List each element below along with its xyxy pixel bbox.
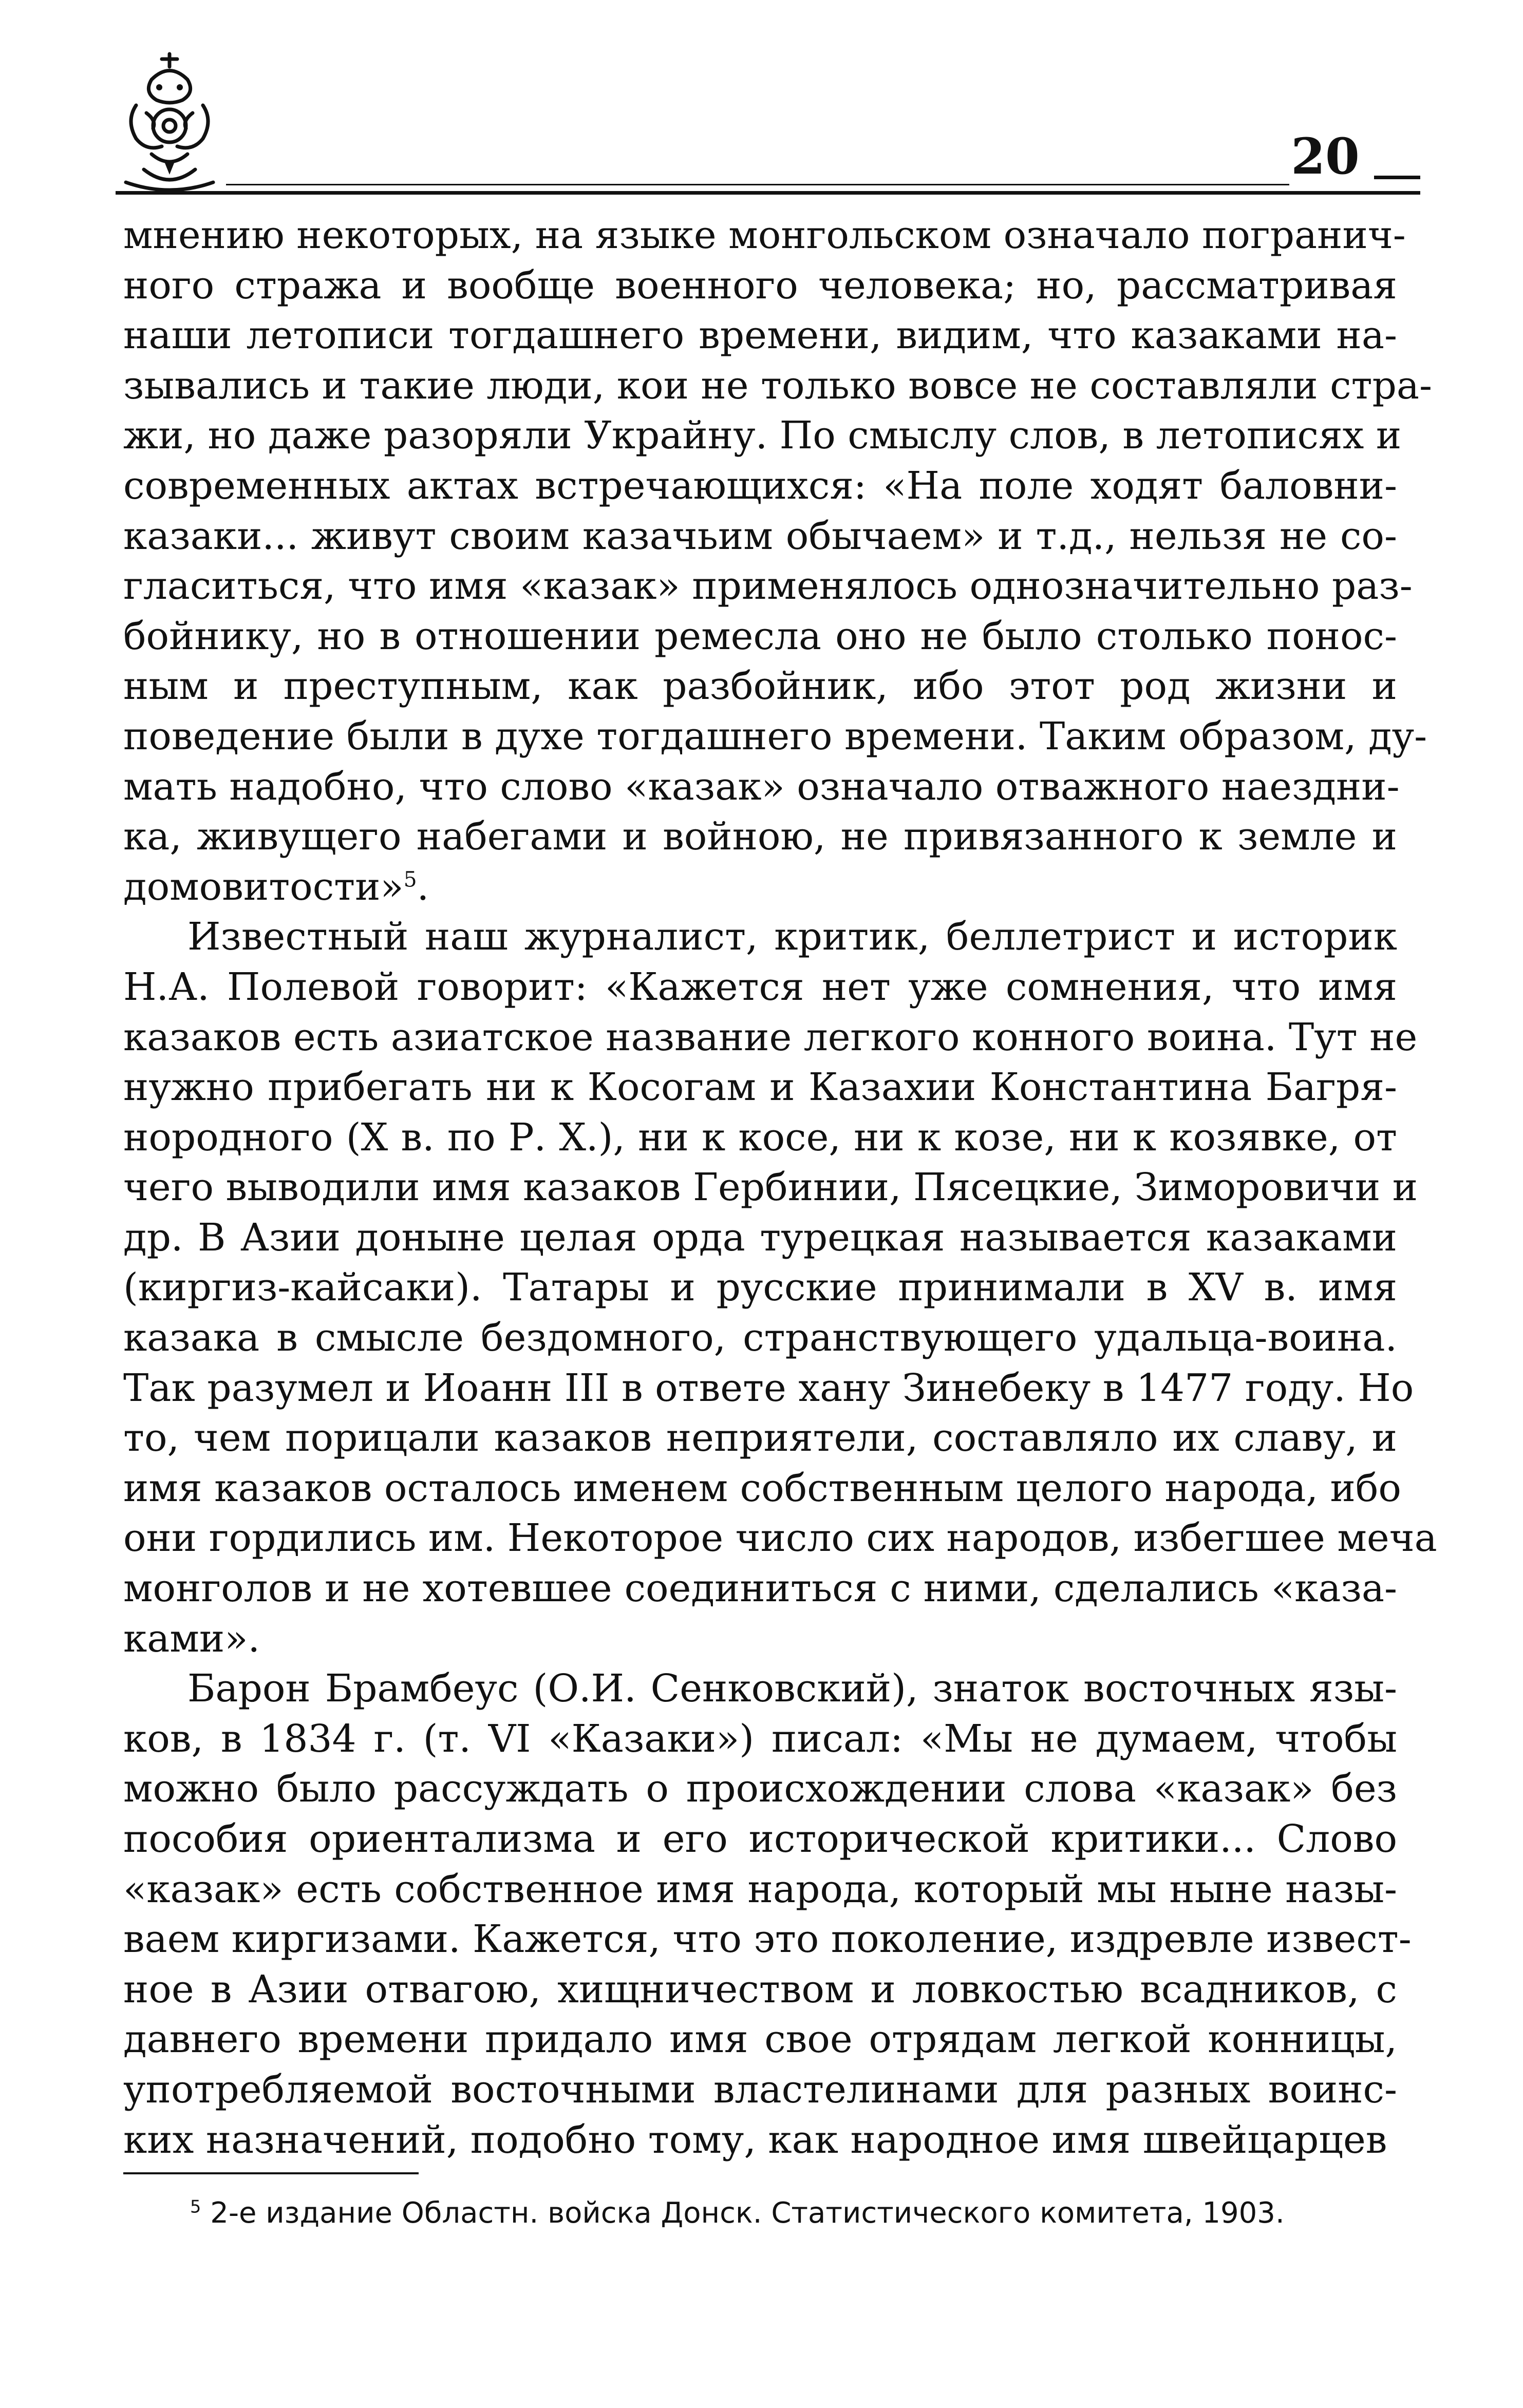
text-line [123, 1865, 1397, 1915]
text-line [123, 1413, 1397, 1464]
text-line [123, 2015, 1397, 2065]
page-number: 20 [1291, 127, 1360, 185]
line-text: ких назначений, подобно тому, как народное имя швейцарцев [123, 2117, 1387, 2162]
line-text: нужно прибегать ни к Косогам и Казахии Константина Багря- [123, 1065, 1397, 1110]
line-text: монголов и не хотевшее соединиться с ними, сделались «каза- [123, 1566, 1397, 1611]
text-line [123, 1914, 1412, 1965]
paragraph [123, 912, 1437, 1664]
line-text: гласиться, что имя «казак» применялось однозначительно раз- [123, 564, 1413, 609]
text-line [123, 511, 1397, 562]
text-line [123, 561, 1413, 612]
line-text: имя казаков осталось именем собственным целого народа, ибо [123, 1466, 1401, 1510]
text-line [123, 1363, 1414, 1414]
line-text: ваем киргизами. Кажется, что это поколение, издревле извест- [123, 1917, 1412, 1962]
text-line [123, 211, 1406, 261]
text-line [123, 661, 1397, 712]
footnote-text: 2-е издание Областн. войска Донск. Статистического комитета, 1903. [210, 2196, 1285, 2230]
line-text: Так разумел и Иоанн III в ответе хану Зинебеку в 1477 году. Но [123, 1366, 1414, 1410]
footnote-marker: 5 [190, 2196, 201, 2217]
text-line [123, 1464, 1401, 1514]
footnote-reference: 5 [403, 867, 417, 892]
text-line [123, 1013, 1418, 1063]
text-line [123, 1113, 1397, 1163]
text-line [123, 762, 1400, 812]
body-text [123, 211, 1437, 2165]
text-line [123, 612, 1397, 662]
line-text: бойнику, но в отношении ремесла оно не было столько понос- [123, 614, 1397, 658]
text-line [123, 962, 1397, 1013]
text-line [123, 1664, 1397, 1714]
text-line [123, 461, 1397, 511]
text-line [123, 1263, 1397, 1313]
footnote-rule [123, 2172, 419, 2174]
header-rule-thin [226, 184, 1289, 185]
line-text: пособия ориентализма и его исторической критики... Слово [123, 1817, 1397, 1861]
line-text: домовитости» [123, 864, 404, 909]
text-line [123, 1513, 1437, 1564]
line-text: казаков есть азиатское название легкого конного воина. Тут не [123, 1015, 1418, 1059]
line-text: то, чем порицали казаков неприятели, составляло их славу, и [123, 1416, 1397, 1461]
line-text: Барон Брамбеус (О.И. Сенковский), знаток восточных язы- [187, 1666, 1397, 1711]
line-text: чего выводили имя казаков Гербинии, Пясецкие, Зиморовичи и [123, 1165, 1418, 1210]
text-line [123, 261, 1397, 311]
footnote [190, 2193, 1285, 2234]
header-rule [116, 191, 1420, 195]
text-line [123, 1063, 1397, 1113]
line-text: казака в смысле бездомного, странствующего удальца-воина. [123, 1316, 1397, 1360]
page-number-rule [1374, 176, 1420, 179]
line-text: «казак» есть собственное имя народа, который мы ныне назы- [123, 1867, 1397, 1911]
text-line [123, 1764, 1397, 1814]
line-text: употребляемой восточными властелинами для разных воинс- [123, 2067, 1397, 2112]
text-line [123, 311, 1397, 361]
line-text: Известный наш журналист, критик, беллетрист и историк [187, 915, 1397, 959]
text-line [123, 411, 1402, 461]
line-text: нородного (X в. по Р. Х.), ни к косе, ни к козе, ни к козявке, от [123, 1115, 1397, 1160]
line-text: ное в Азии отвагою, хищничеством и ловкостью всадников, с [123, 1967, 1397, 2012]
line-text: (киргиз-кайсаки). Татары и русские принимали в XV в. имя [123, 1265, 1397, 1310]
text-line [123, 1965, 1397, 2015]
paragraph [123, 1664, 1412, 2165]
line-text: они гордились им. Некоторое число сих народов, избегшее меча [123, 1516, 1437, 1561]
text-line [123, 361, 1433, 411]
line-text: др. В Азии доныне целая орда турецкая называется казаками [123, 1215, 1397, 1260]
text-line [123, 1614, 1397, 1664]
line-text: ков, в 1834 г. (т. VI «Казаки») писал: «Мы не думаем, чтобы [123, 1716, 1397, 1761]
text-line [123, 1213, 1397, 1263]
line-text: жи, но даже разоряли Украйну. По смыслу слов, в летописях и [123, 413, 1402, 458]
ornament-emblem-icon [116, 44, 223, 198]
line-text: давнего времени придало имя свое отрядам легкой конницы, [123, 2017, 1397, 2062]
text-line [123, 1163, 1418, 1213]
line-text: современных актах встречающихся: «На поле ходят баловни- [123, 463, 1397, 508]
line-text: ками». [123, 1616, 260, 1661]
line-text: зывались и такие люди, кои не только вовсе не составляли стра- [123, 363, 1433, 408]
text-line: домовитости»$^5$. [123, 864, 429, 909]
line-text: ным и преступным, как разбойник, ибо этот род жизни и [123, 664, 1397, 709]
line-text: ного стража и вообще военного человека; но, рассматривая [123, 263, 1397, 308]
text-line [123, 2115, 1397, 2166]
text-line [123, 1564, 1397, 1614]
text-line [123, 1814, 1397, 1865]
line-text: Н.А. Полевой говорит: «Кажется нет уже сомнения, что имя [123, 964, 1397, 1009]
text-line [123, 712, 1427, 762]
text-line [123, 1313, 1397, 1363]
paragraph [123, 211, 1433, 912]
line-text: мнению некоторых, на языке монгольском означало погранич- [123, 213, 1406, 257]
line-text: поведение были в духе тогдашнего времени. Таким образом, ду- [123, 714, 1427, 759]
text-line [123, 1714, 1397, 1765]
line-text: наши летописи тогдашнего времени, видим, что казаками на- [123, 313, 1397, 358]
line-text: казаки... живут своим казачьим обычаем» и т.д., нельзя не со- [123, 514, 1397, 558]
line-text: можно было рассуждать о происхождении слова «казак» без [123, 1767, 1397, 1811]
text-line [123, 812, 1397, 862]
text-line [123, 2065, 1397, 2115]
text-line [123, 912, 1397, 962]
line-text: мать надобно, что слово «казак» означало отважного наездни- [123, 764, 1400, 809]
line-text: ка, живущего набегами и войною, не привязанного к земле и [123, 814, 1397, 859]
